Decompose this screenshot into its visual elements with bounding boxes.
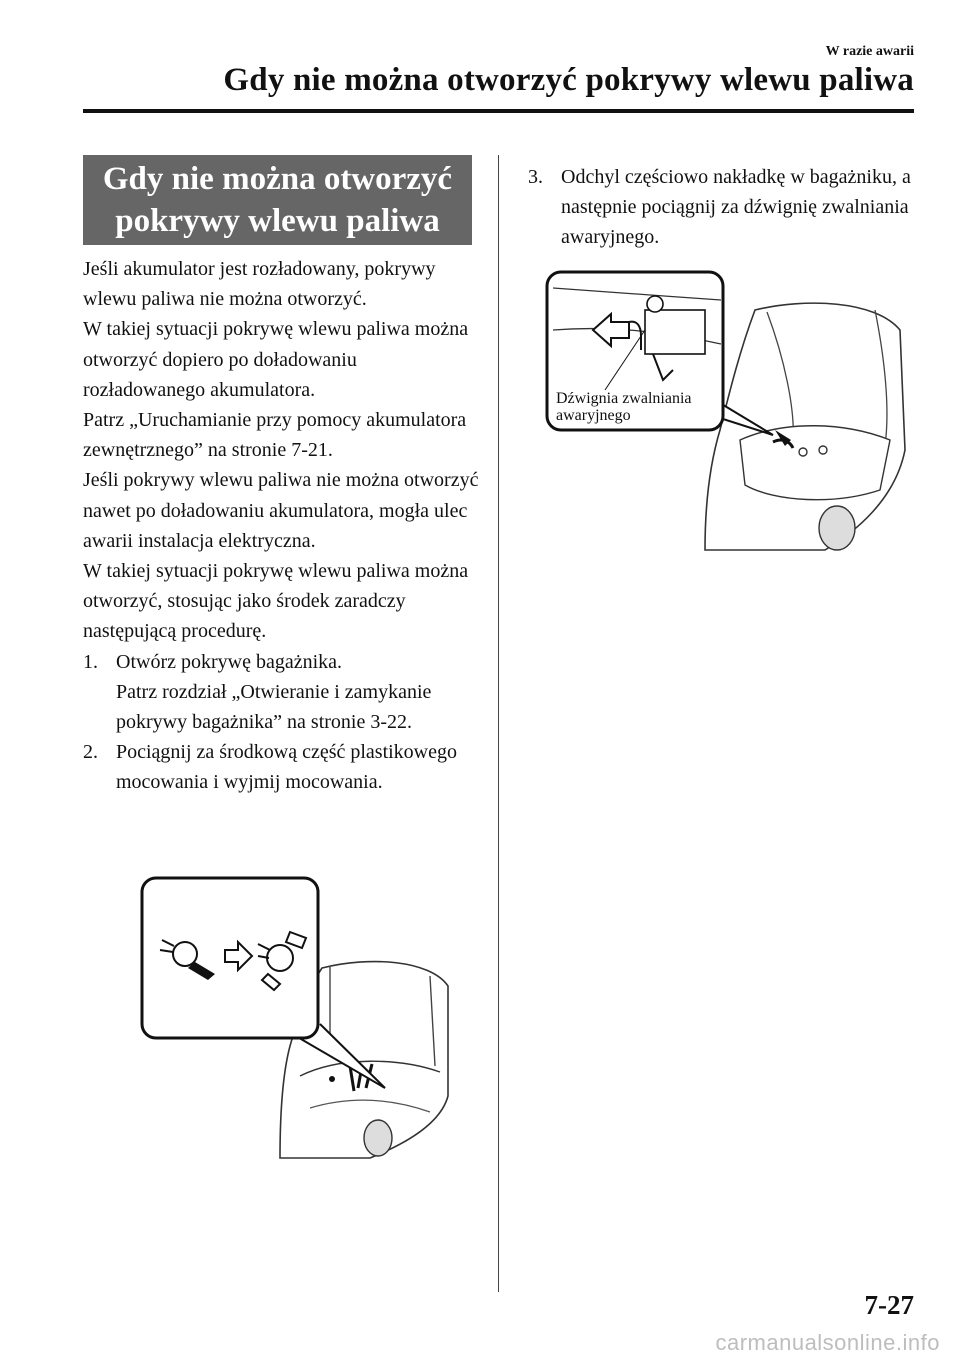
clip-removal-illustration [140,876,460,1166]
step-1-text: Otwórz pokrywę bagażnika. [116,650,343,673]
step-1 [83,647,483,738]
title-box [83,155,472,245]
release-lever-label-line-2: awaryjnego [556,407,631,424]
page-number: 7-27 [864,1290,914,1320]
watermark: carmanualsonline.info [715,1330,940,1355]
step-2-text: Pociągnij za środkową część plastikowego mocowania i wyjmij mocowania. [116,741,458,794]
paragraph-2: W takiej sytuacji pokrywę wlewu paliwa można otworzyć dopiero po doładowaniu rozładowanego akumulatora. [83,318,469,401]
release-lever-label [556,390,692,424]
step-2-number: 2. [83,741,98,764]
paragraph-3: Patrz „Uruchamianie przy pomocy akumulatora zewnętrznego” na stronie 7-21. [83,409,467,462]
title-line-1: Gdy nie można otworzyć [102,161,453,197]
step-3 [528,162,918,253]
paragraph-1: Jeśli akumulator jest rozładowany, pokrywy wlewu paliwa nie można otworzyć. [83,258,436,311]
release-lever-label-line-1: Dźwignia zwalniania [556,390,692,407]
step-1-number: 1. [83,650,98,673]
step-1-subtext: Patrz rozdział „Otwieranie i zamykanie pokrywy bagażnika” na stronie 3-22. [116,680,432,734]
right-column [528,162,918,253]
header-rule [83,109,914,113]
left-column [83,254,483,798]
step-3-number: 3. [528,166,543,188]
paragraph-5: W takiej sytuacji pokrywę wlewu paliwa można otworzyć, stosując jako środek zaradczy następującą procedurę. [83,560,469,643]
header-title: Gdy nie można otworzyć pokrywy wlewu paliwa [223,62,914,98]
header-section: W razie awarii [825,44,914,59]
title-line-2: pokrywy wlewu paliwa [115,203,440,239]
step-2 [83,737,483,797]
step-3-text: Odchyl częściowo nakładkę w bagażniku, a następnie pociągnij za dźwignię zwalniania awaryjnego. [561,166,911,249]
divider [498,155,499,1292]
paragraph-4: Jeśli pokrywy wlewu paliwa nie można otworzyć nawet po doładowaniu akumulatora, mogła ulec awarii instalacja elektryczna. [83,469,479,552]
